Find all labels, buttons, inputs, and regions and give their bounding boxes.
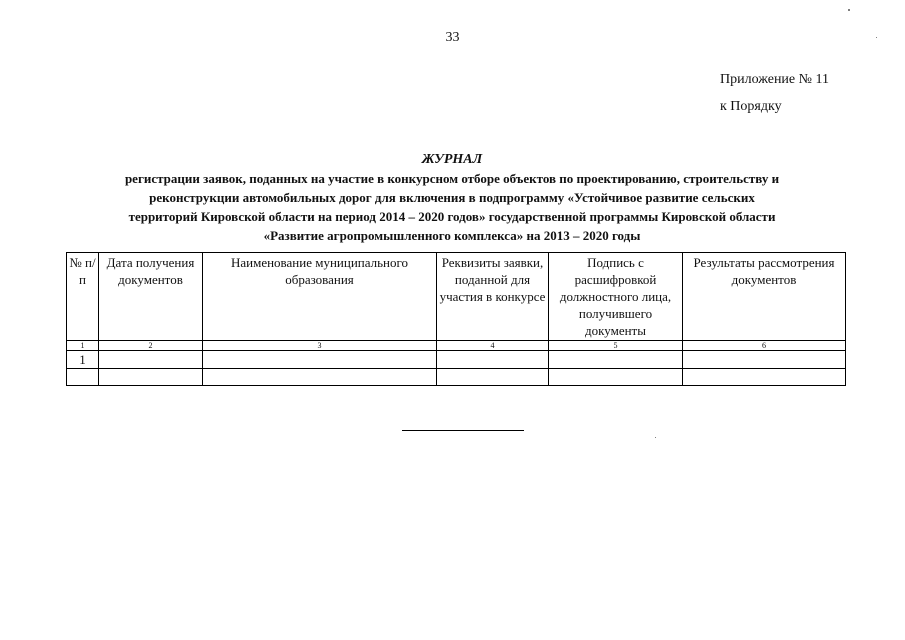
- page-number: 33: [445, 30, 460, 45]
- column-number-cell: 3: [203, 341, 437, 351]
- registration-table: [66, 252, 846, 386]
- appendix-line-2: к Порядку: [720, 99, 782, 114]
- table-row: [67, 369, 846, 386]
- table-cell: [99, 351, 203, 369]
- column-number-cell: 1: [67, 341, 99, 351]
- scan-speck: [876, 37, 877, 38]
- table-cell: 1: [67, 351, 99, 369]
- table-cell: [67, 369, 99, 386]
- table-cell: [437, 351, 549, 369]
- column-number-cell: 2: [99, 341, 203, 351]
- header-cell-signature: Подпись с расшифровкой должностного лица, получившего документы: [549, 253, 683, 341]
- column-number-cell: 5: [549, 341, 683, 351]
- scan-speck: [848, 9, 850, 11]
- header-cell-application-details: Реквизиты заявки, поданной для участия в конкурсе: [437, 253, 549, 341]
- table-cell: [549, 351, 683, 369]
- journal-title-line-4: «Развитие агропромышленного комплекса» на 2013 – 2020 годы: [263, 228, 641, 243]
- table-cell: [203, 369, 437, 386]
- journal-title-line-2: реконструкции автомобильных дорог для включения в подпрограмму «Устойчивое развитие сельских: [149, 190, 755, 205]
- table-cell: [683, 351, 846, 369]
- header-cell-date: Дата получения документов: [99, 253, 203, 341]
- appendix-line-1: Приложение № 11: [720, 72, 829, 87]
- table-cell: [99, 369, 203, 386]
- journal-title-line-1: регистрации заявок, поданных на участие в конкурсном отборе объектов по проектированию, строительству и: [124, 171, 780, 186]
- scan-speck: [655, 437, 656, 438]
- appendix-note: [720, 66, 829, 120]
- journal-heading: ЖУРНАЛ: [421, 152, 483, 167]
- header-cell-number: № п/п: [67, 253, 99, 341]
- journal-title: [60, 150, 844, 245]
- table-cell: [549, 369, 683, 386]
- closing-rule-line: [402, 430, 524, 431]
- header-cell-municipality: Наименование муниципального образования: [203, 253, 437, 341]
- header-cell-results: Результаты рассмотрения документов: [683, 253, 846, 341]
- table-row: [67, 351, 846, 369]
- table-cell: [683, 369, 846, 386]
- table-cell: [203, 351, 437, 369]
- column-number-cell: 4: [437, 341, 549, 351]
- journal-title-line-3: территорий Кировской области на период 2014 – 2020 годов» государственной программы Кировской области: [128, 209, 776, 224]
- table-cell: [437, 369, 549, 386]
- column-number-row: [67, 341, 846, 351]
- table-header-row: [67, 253, 846, 341]
- column-number-cell: 6: [683, 341, 846, 351]
